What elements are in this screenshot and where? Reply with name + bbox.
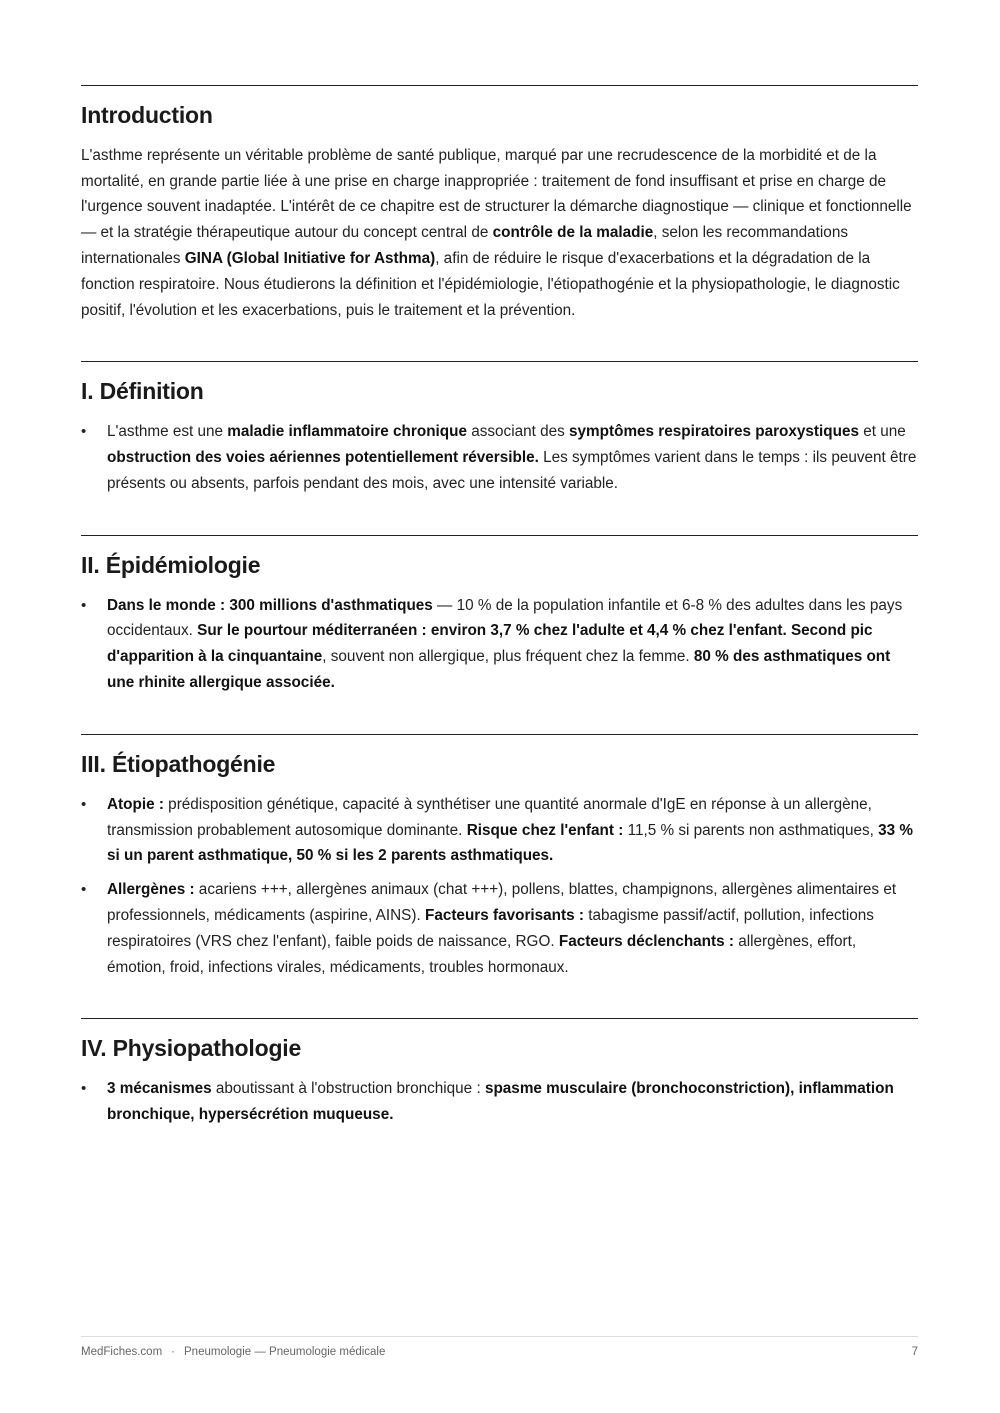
page-number: 7 — [911, 1346, 918, 1358]
footer-section: Pneumologie — Pneumologie médicale — [184, 1346, 386, 1358]
bullet-icon: • — [81, 881, 87, 899]
bold-text: 3 mécanismes — [107, 1080, 212, 1098]
bold-text: Sur le pourtour méditerranéen : environ 3,7 % chez l'adulte et 4,4 % chez l'enfant. Second pic d'apparition à la cinquantaine — [107, 622, 873, 666]
list-item — [81, 1076, 918, 1128]
bullet-icon: • — [81, 1080, 87, 1098]
list-item-text — [107, 1080, 894, 1123]
list-item — [81, 792, 918, 869]
text-run: allergènes, effort, émotion, froid, infections virales, médicaments, troubles hormonaux. — [107, 932, 857, 976]
footer-separator: · — [171, 1346, 176, 1358]
bold-text: 33 % si un parent asthmatique, 50 % si les 2 parents asthmatiques. — [107, 821, 914, 865]
bold-text: obstruction des voies aériennes potentiellement réversible. — [107, 449, 539, 467]
bold-text: spasme musculaire (bronchoconstriction), inflammation bronchique, hypersécrétion muqueuse. — [107, 1080, 894, 1123]
bold-text: Dans le monde : 300 millions d'asthmatiques — [107, 596, 433, 614]
list-item-text — [107, 597, 902, 691]
text-run: , afin de réduire le risque d'exacerbations et la dégradation de la fonction respiratoire. Nous étudierons la définition et l'épidémiologie, l'étiopathogénie et la physiopathologie, le diagnostic positif, l'évolution et les exacerbations, puis le traitement et la prévention. — [81, 250, 900, 319]
bold-text: Atopie : — [107, 795, 164, 813]
bold-text: GINA (Global Initiative for Asthma) — [184, 250, 436, 268]
section-physiopathologie — [81, 1018, 918, 1127]
document-body — [81, 85, 918, 1128]
list-item — [81, 419, 918, 496]
list-item-text — [107, 881, 896, 975]
bullet-list — [81, 593, 918, 696]
section-title: II. Épidémiologie — [81, 551, 261, 578]
text-run: aboutissant à l'obstruction bronchique : — [211, 1080, 485, 1098]
text-run: L'asthme représente un véritable problème de santé publique, marqué par une recrudescence de la morbidité et de la mortalité, en grande partie liée à une prise en charge inappropriée : traitement de fond insuffisant et prise en charge de l'urgence souvent inadaptée. L'intérêt de ce chapitre est de structurer la démarche diagnostique — clinique et fonctionnelle — et la stratégie thérapeutique autour du concept central de — [81, 146, 912, 242]
bold-text: 80 % des asthmatiques ont une rhinite allergique associée. — [107, 648, 891, 692]
text-run: , selon les recommandations internationales — [81, 224, 848, 268]
bold-text: Facteurs favorisants : — [424, 906, 584, 924]
text-run: 11,5 % si parents non asthmatiques, — [623, 821, 879, 839]
text-run: — 10 % de la population infantile et 6-8 % des adultes dans les pays occidentaux. — [107, 596, 903, 640]
section-title: III. Étiopathogénie — [81, 750, 276, 777]
list-item-text — [107, 796, 913, 865]
text-run: associant des — [467, 423, 570, 441]
section-title: IV. Physiopathologie — [81, 1035, 302, 1062]
section-paragraph — [81, 143, 918, 324]
list-item-text — [107, 423, 916, 492]
text-run: , souvent non allergique, plus fréquent chez la femme. — [322, 648, 694, 666]
section-introduction — [81, 85, 918, 323]
text-run: Les symptômes varient dans le temps : ils peuvent être présents ou absents, parfois pendant des mois, avec une intensité variable. — [107, 449, 917, 492]
bullet-icon: • — [81, 596, 87, 614]
bold-text: maladie inflammatoire chronique — [227, 423, 467, 441]
bold-text: Allergènes : — [107, 881, 195, 899]
section-definition — [81, 361, 918, 496]
bullet-icon: • — [81, 795, 87, 813]
page-footer — [81, 1336, 918, 1358]
bullet-icon: • — [81, 423, 87, 441]
bold-text: Risque chez l'enfant : — [466, 821, 624, 839]
bullet-list — [81, 1076, 918, 1128]
text-run: L'asthme est une — [107, 423, 228, 441]
footer-site: MedFiches.com — [81, 1346, 163, 1358]
section-title: I. Définition — [81, 378, 204, 405]
list-item — [81, 593, 918, 696]
section-etiopathogenie — [81, 734, 918, 980]
section-epidemiologie — [81, 535, 918, 696]
bold-text: contrôle de la maladie — [492, 224, 654, 242]
text-run: acariens +++, allergènes animaux (chat +++), pollens, blattes, champignons, allergènes alimentaires et professionnels, médicaments (aspirine, AINS). — [107, 881, 897, 924]
text-run: prédisposition génétique, capacité à synthétiser une quantité anormale d'IgE en réponse à un allergène, transmission probablement autosomique dominante. — [107, 795, 872, 839]
footer-breadcrumb — [81, 1346, 385, 1358]
section-title: Introduction — [81, 102, 213, 128]
list-item — [81, 877, 918, 980]
bold-text: Facteurs déclenchants : — [558, 932, 734, 950]
bullet-list — [81, 792, 918, 981]
bullet-list — [81, 419, 918, 496]
bold-text: symptômes respiratoires paroxystiques — [569, 423, 859, 441]
text-run: tabagisme passif/actif, pollution, infections respiratoires (VRS chez l'enfant), faible poids de naissance, RGO. — [107, 906, 874, 950]
text-run: et une — [858, 423, 906, 441]
